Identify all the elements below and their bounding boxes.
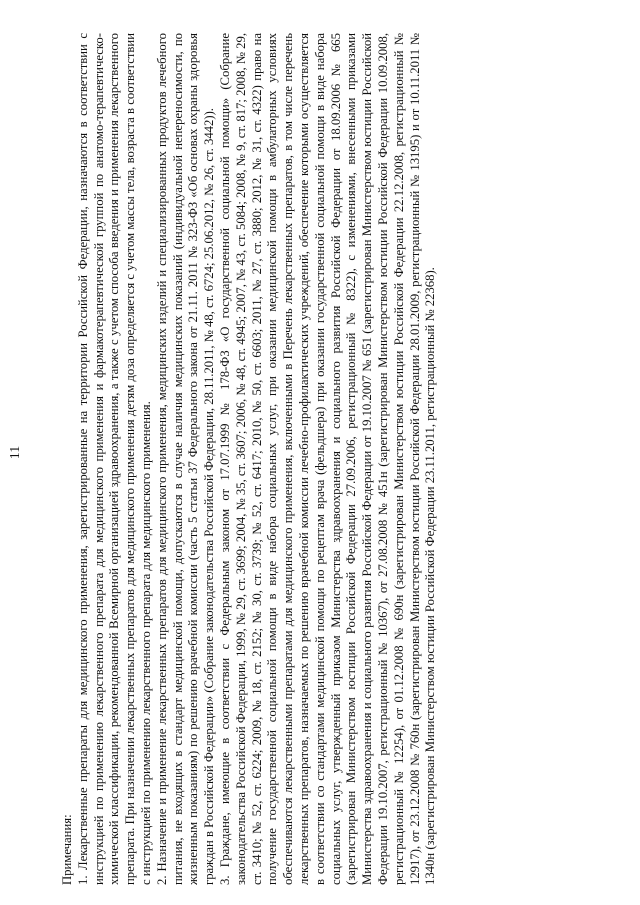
note-item-3: 3. Граждане, имеющие в соответствии с Федеральным законом от 17.07.1999 № 178-ФЗ «О государственной социальной помощи» (Собрание законодательства Российской Федерации, 1999, № 29, ст. 3699; 2004, № 35, ст. 3607; 2006, № 48, ст. 4945; 2007, № 43, ст. 5084; 2008, № 9, ст. 817; 2008, № 29, ст. 3410; № 52, ст. 6224; 2009, № 18, ст. 2152; № 30, ст. 3739; № 52, ст. 6417; 2010, № 50, ст. 6603; 2011, № 27, ст. 3880; 2012, № 31, ст. 4322) право на получение государственной социальной помощи в виде набора социальных услуг, при оказании медицинской помощи в амбулаторных условиях обеспечиваются лекарственными препаратами для медицинского применения, включенными в Перечень лекарственных препаратов, в том числе перечень лекарственных препаратов, назначаемых по решению врачебной комиссии лечебно-профилактических учреждений, обеспечение которыми осуществляется в соответствии со стандартами медицинской помощи по рецептам врача (фельдшера) при оказании государственной социальной помощи в виде набора социальных услуг, утвержденный приказом Министерства здравоохранения и социального развития Российской Федерации от 18.09.2006 № 665 (зарегистрирован Министерством юстиции Российской Федерации 27.09.2006, регистрационный № 8322), с изменениями, внесенными приказами Министерства здравоохранения и социального развития Российской Федерации от 19.10.2007 № 651 (зарегистрирован Министерством юстиции Российской Федерации 19.10.2007, регистрационный № 10367), от 27.08.2008 № 451н (зарегистрирован Министерством юстиции Российской Федерации 10.09.2008, регистрационный № 12254), от 01.12.2008 № 690н (зарегистрирован Министерством юстиции Российской Федерации 22.12.2008, регистрационный № 12917), от 23.12.2008 № 760н (зарегистрирован Министерством юстиции Российской Федерации 28.01.2009, регистрационный № 13195) и от 10.11.2011 № 1340н (зарегистрирован Министерством юстиции Российской Федерации 23.11.2011, регистрационный № 22368). bbox=[217, 33, 438, 885]
note-item-2: 2. Назначение и применение лекарственных препаратов для медицинского применения, медицинских изделий и специализированных продуктов лечебного питания, не входящих в стандарт медицинской помощи, допускаются в случае наличия медицинских показаний (индивидуальной непереносимости, по жизненным показаниям) по решению врачебной комиссии (часть 5 статьи 37 Федерального закона от 21.11. 2011 № 323-ФЗ «Об основах охраны здоровья граждан в Российской Федерации» (Собрание законодательства Российской Федерации, 28.11.2011, № 48, ст. 6724; 25.06.2012, № 26, ст. 3442)). bbox=[154, 33, 217, 885]
notes-heading: Примечания: bbox=[60, 814, 74, 885]
notes-section bbox=[60, 33, 439, 885]
note-item-1: 1. Лекарственные препараты для медицинского применения, зарегистрированные на территории Российской Федерации, назначаются в соответствии с инструкцией по применению лекарственного препарата для медицинского применения и фармакотерапевтической группой по анатомо-терапевтическо-химической классификации, рекомендованной Всемирной организацией здравоохранения, а также с учетом способа введения и применения лекарственного препарата. При назначении лекарственных препаратов для медицинского применения детям доза определяется с учетом массы тела, возраста в соответствии с инструкцией по применению лекарственного препарата для медицинского применения. bbox=[75, 33, 153, 885]
page-number: 11 bbox=[8, 445, 23, 460]
